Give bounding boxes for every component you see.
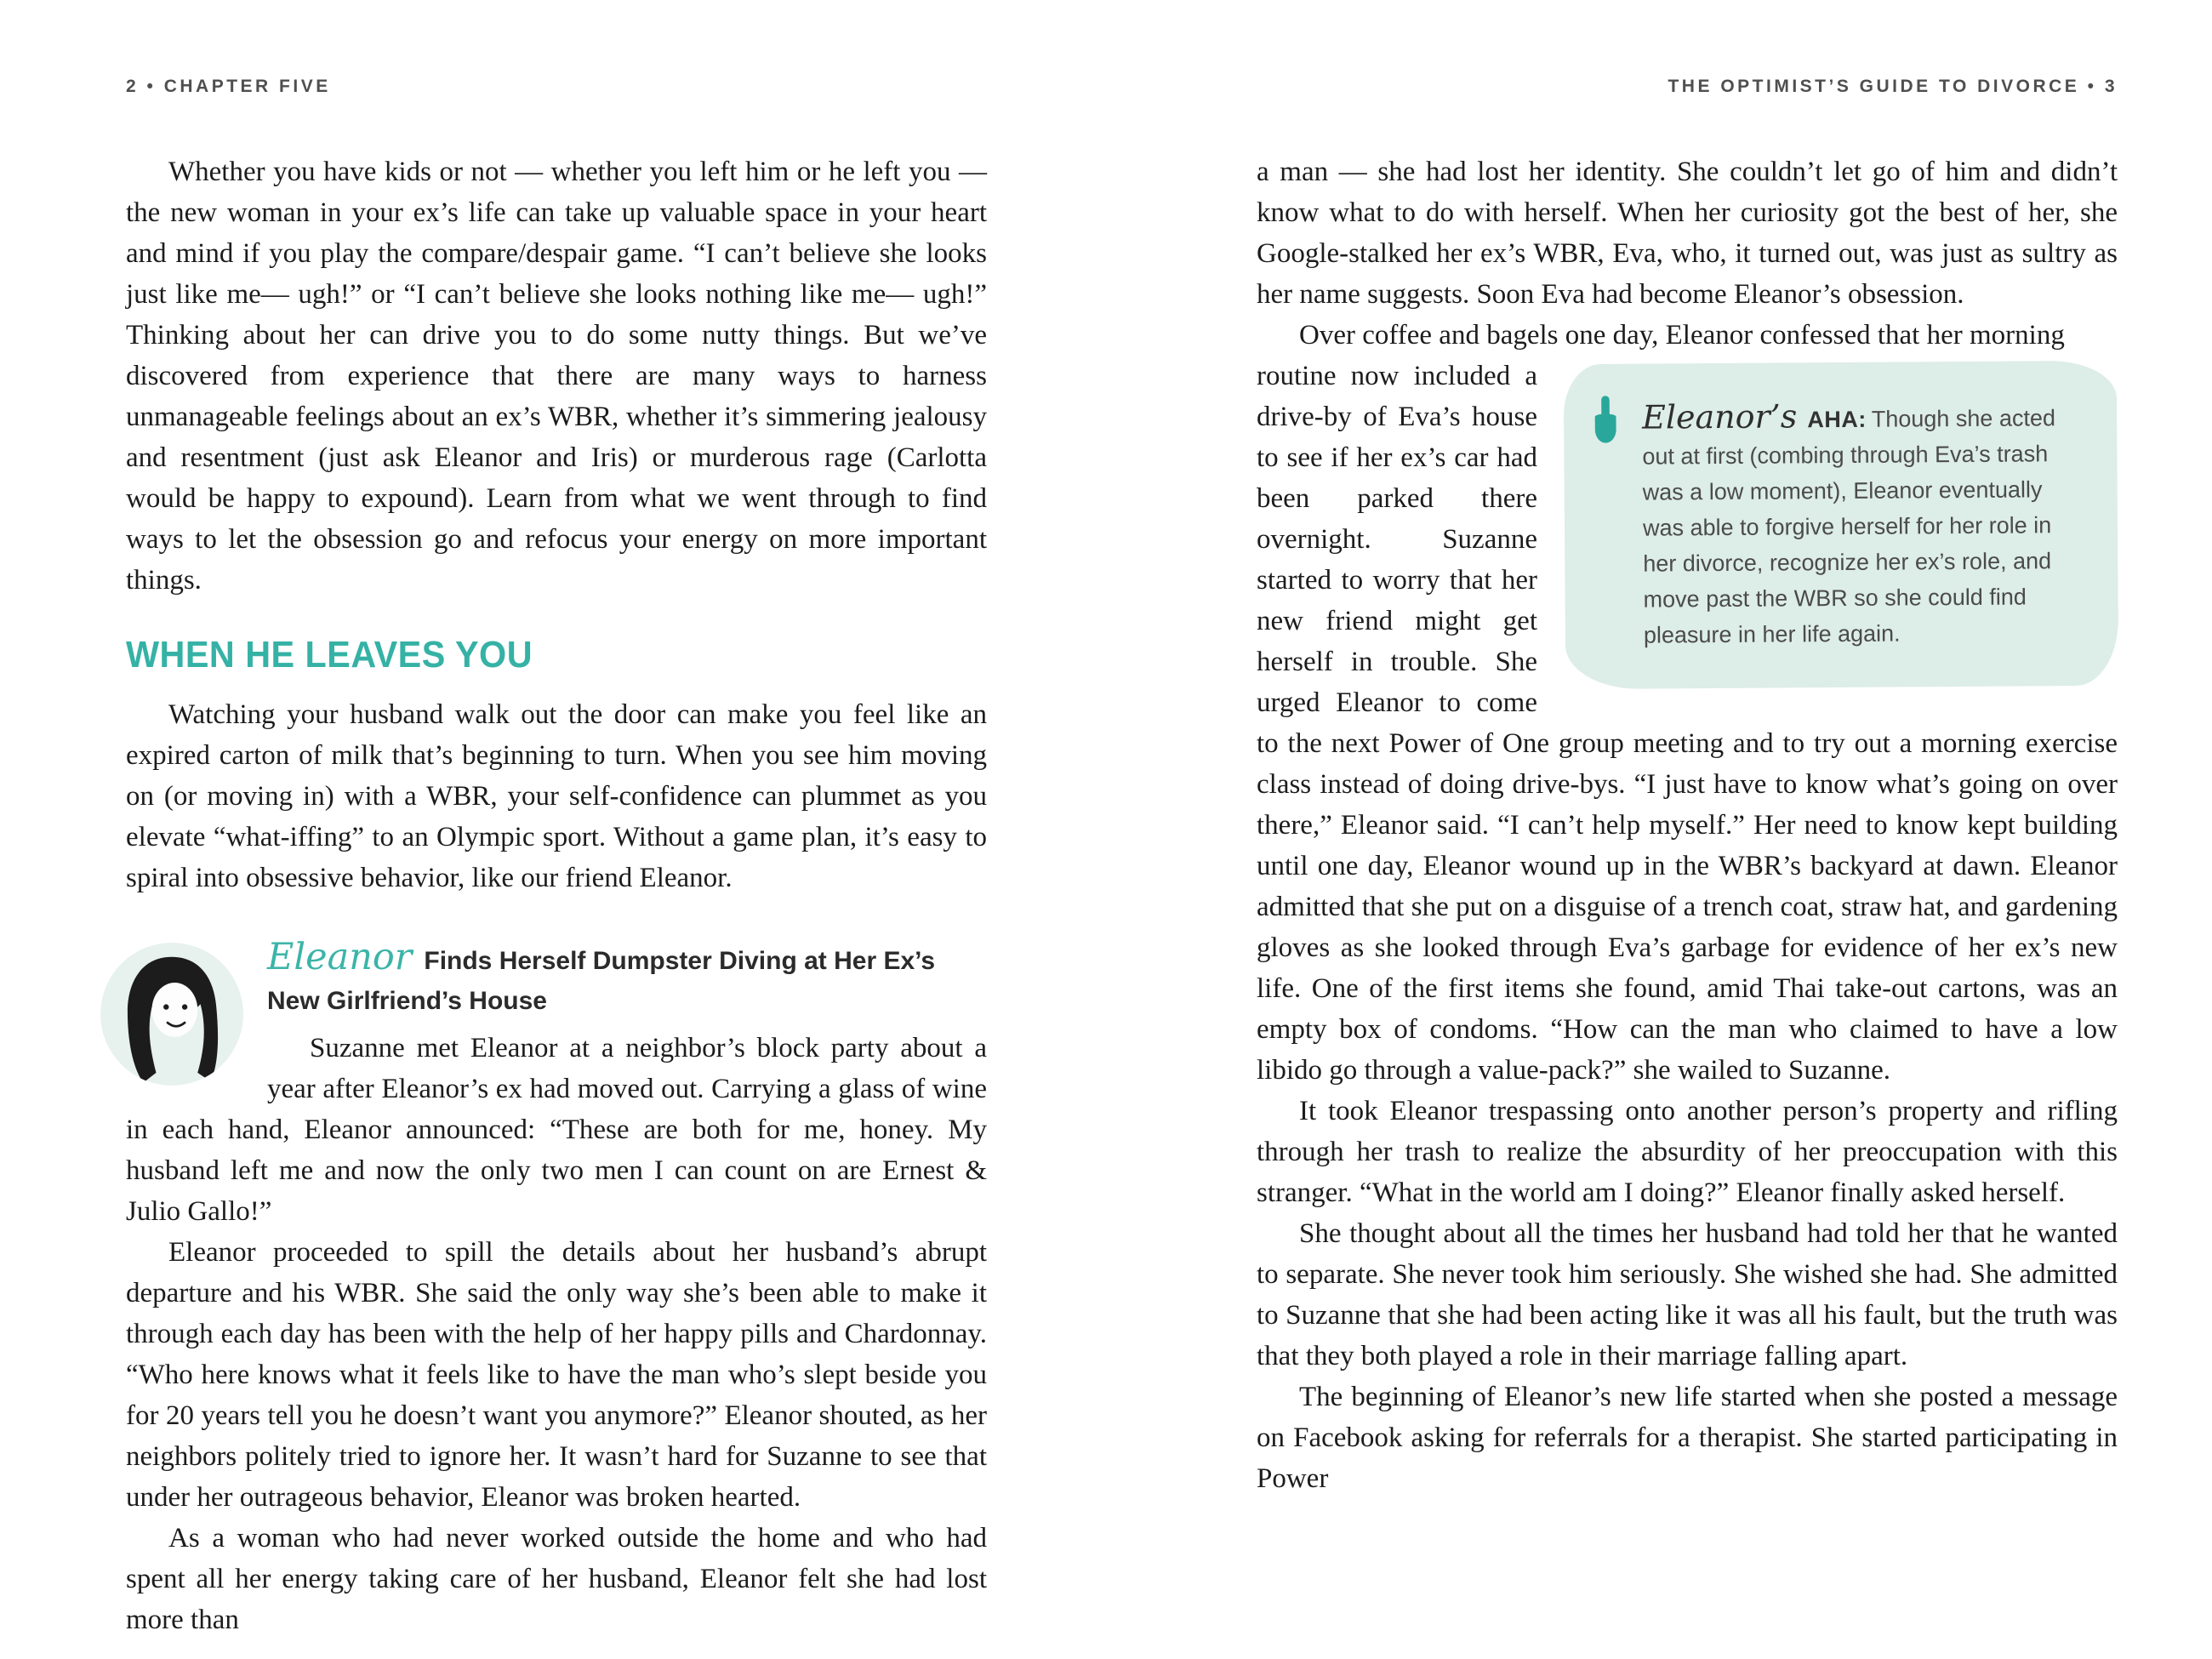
paragraph: The beginning of Eleanor’s new life started when she posted a message on Facebook asking for referrals for a therapist. She started participating in Power [1257,1382,2118,1494]
page-right [1257,0,2118,1499]
running-head-right: THE OPTIMIST’S GUIDE TO DIVORCE • 3 [1668,77,2118,96]
callout-name: Eleanor’s [1641,397,1798,436]
story-heading [126,938,987,1021]
story-heading-name: Eleanor [267,936,413,978]
paragraph: Suzanne met Eleanor at a neighbor’s block party about a year after Eleanor’s ex had moved out. Carrying a glass of wine in each hand, Eleanor announced: “These are both for me, honey. My husband left me and now the only two men I can count on are Ernest & Julio Gallo!” [126,1033,987,1227]
paragraph-with-callout [1257,356,2118,1091]
paragraph: a man — she had lost her identity. She couldn’t let go of him and didn’t know what to do with herself. When her curiosity got the best of her, she Google-stalked her ex’s WBR, Eva, who, it turned out, was just as sultry as her name suggests. Soon Eva had become Eleanor’s obsession. [1257,157,2118,310]
running-head-left: 2 • CHAPTER FIVE [126,77,331,96]
aha-callout [1564,361,2119,690]
story-heading-text: Finds Herself Dumpster Diving at Her Ex’s New Girlfriend’s House [267,947,936,1015]
paragraph-text: routine now included a drive-by of Eva’s house to see if her ex’s car had been parked there overnight. Suzanne started to worry that her new friend might get herself in trouble. She urged Eleanor to come to the next Power of One group meeting and to try out a morning exercise class instead of doing drive-bys. “I just have to know what’s going on over there,” Eleanor said. “I can’t help myself.” Her need to know kept building until one day, Eleanor wound up in the WBR’s backyard at dawn. Eleanor admitted that she put on a disguise of a trench coat, straw hat, and gardening gloves as she looked through Eva’s garbage for evidence of her ex’s new life. One of the first items she found, amid Thai take-out cartons, was an empty box of condoms. “How can the man who claimed to have a low libido go through a value-pack?” she wailed to Suzanne. [1257,361,2118,1086]
paragraph: She thought about all the times her husband had told her that he wanted to separate. She never took him seriously. She wished she had. She admitted to Suzanne that she had been acting like it was all his fault, but the truth was that they both played a role in their marriage falling apart. [1257,1218,2118,1371]
eleanor-avatar [100,943,243,1086]
paragraph: Watching your husband walk out the door can make you feel like an expired carton of milk that’s beginning to turn. When you see him moving on (or moving in) with a WBR, your self-confidence can plummet as you elevate “what-iffing” to an Olympic sport. Without a game plan, it’s easy to spiral into obsessive behavior, like our friend Eleanor. [126,699,987,893]
paragraph: Over coffee and bagels one day, Eleanor confessed that her morning [1299,320,2065,351]
callout-text: Though she acted out at first (combing through Eva’s trash was a low moment), Eleanor eventually was able to forgive herself for her role in her divorce, recognize her ex’s role, and move past the WBR so she could find pleasure in her life again. [1642,405,2056,648]
paragraph: Eleanor proceeded to spill the details about her husband’s abrupt departure and his WBR. She said the only way she’s been able to make it through each day has been with the help of her happy pills and Chardonnay. “Who here knows what it feels like to have the man who’s slept beside you for 20 years tell you he doesn’t want you anymore?” Eleanor shouted, as her neighbors politely tried to ignore her. It wasn’t hard for Suzanne to see that under her outrageous behavior, Eleanor was broken hearted. [126,1237,987,1513]
page-right-content [1257,151,2118,1499]
paragraph: It took Eleanor trespassing onto another person’s property and rifling through her trash to realize the absurdity of her preoccupation with this stranger. “What in the world am I doing?” Eleanor finally asked herself. [1257,1096,2118,1208]
callout-label: AHA: [1807,406,1867,433]
pointing-hand-icon [1588,395,1623,444]
page-left [126,0,987,1640]
paragraph: Whether you have kids or not — whether you left him or he left you — the new woman in your ex’s life can take up valuable space in your heart and mind if you play the compare/despair game. “I can’t believe she looks just like me— ugh!” or “I can’t believe she looks nothing like me— ugh!” Thinking about her can drive you to do some nutty things. But we’ve discovered from experience that there are many ways to harness unmanageable feelings about an ex’s WBR, whether it’s simmering jealousy and resentment (just ask Eleanor and Iris) or murderous rage (Carlotta would be happy to expound). Learn from what we went through to find ways to let the obsession go and refocus your energy on more important things. [126,157,987,596]
section-heading: WHEN HE LEAVES YOU [126,634,533,676]
page-left-content [126,151,987,1640]
paragraph: As a woman who had never worked outside the home and who had spent all her energy taking care of her husband, Eleanor felt she had lost more than [126,1523,987,1635]
woman-portrait-icon [100,943,243,1086]
eleanor-story-section [126,938,987,1640]
